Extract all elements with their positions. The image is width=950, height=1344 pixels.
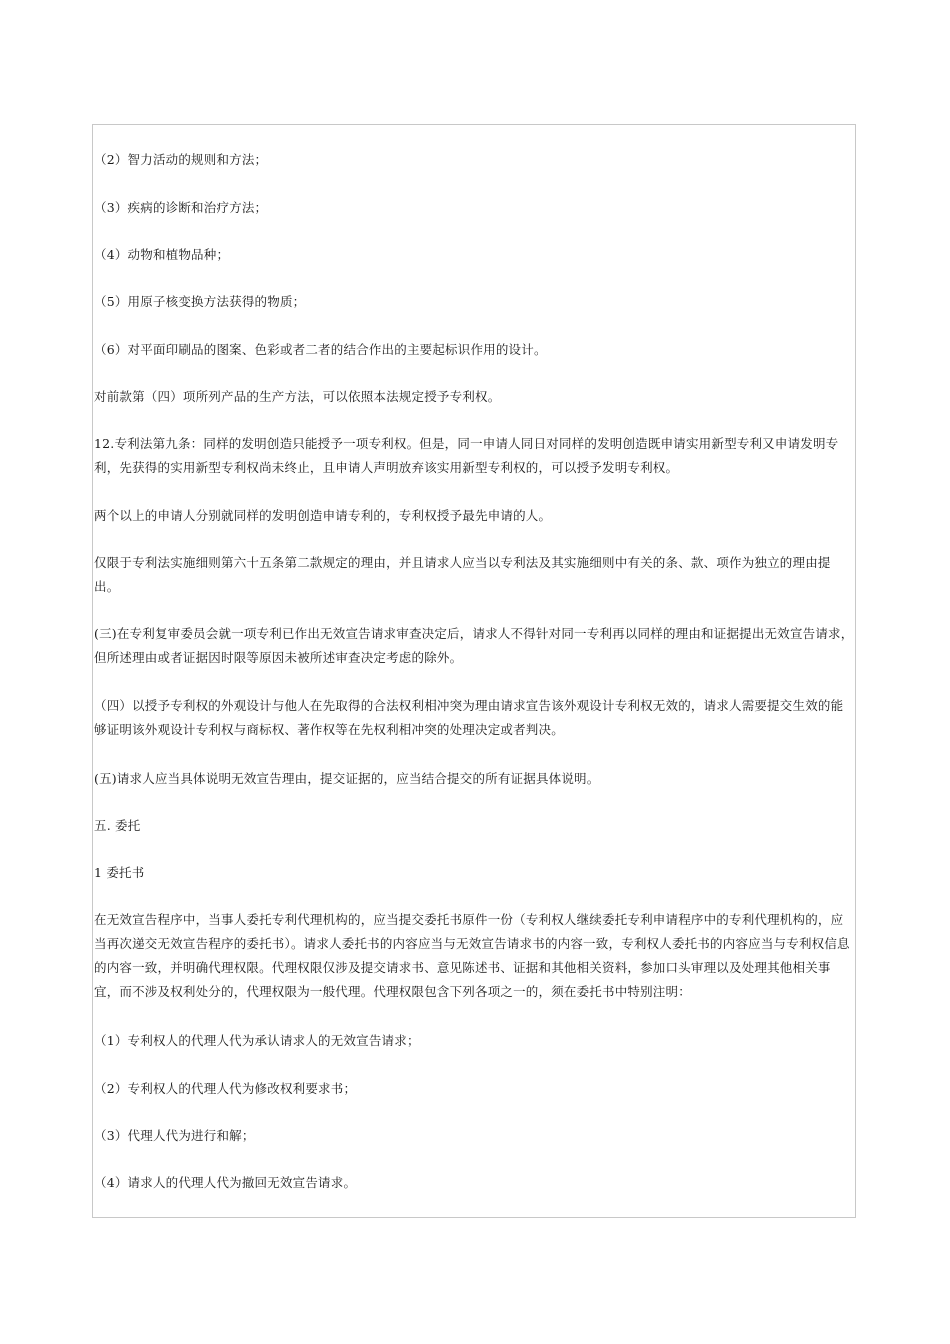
paragraph-first-applicant: 两个以上的申请人分别就同样的发明创造申请专利的，专利权授予最先申请的人。 <box>94 508 552 523</box>
list-item-2: （2）智力活动的规则和方法； <box>94 152 268 167</box>
list-item-authority-1: （1）专利权人的代理人代为承认请求人的无效宣告请求； <box>94 1033 420 1048</box>
paragraph-article-9: 12.专利法第九条：同样的发明创造只能授予一项专利权。但是，同一申请人同日对同样的发明创造既申请实用新型专利又申请发明专利，先获得的实用新型专利权尚未终止，且申请人声明放弃该实用新型专利权的，可以授予发明专利权。 <box>94 436 839 475</box>
paragraph-item-five: (五)请求人应当具体说明无效宣告理由，提交证据的，应当结合提交的所有证据具体说明。 <box>94 771 600 786</box>
section-heading-entrustment: 五. 委托 <box>94 818 141 833</box>
list-item-authority-3: （3）代理人代为进行和解； <box>94 1128 255 1143</box>
list-item-3: （3）疾病的诊断和治疗方法； <box>94 200 268 215</box>
content-border-frame <box>92 124 856 1218</box>
paragraph-power-of-attorney: 在无效宣告程序中，当事人委托专利代理机构的，应当提交委托书原件一份（专利权人继续委托专利申请程序中的专利代理机构的，应当再次递交无效宣告程序的委托书）。请求人委托书的内容应当与无效宣告请求书的内容一致，专利权人委托书的内容应当与专利权信息的内容一致，并明确代理权限。代理权限仅涉及提交请求书、意见陈述书、证据和其他相关资料，参加口头审理以及处理其他相关事宜，而不涉及权利处分的，代理权限为一般代理。代理权限包含下列各项之一的，须在委托书中特别注明： <box>94 912 850 999</box>
paragraph-production-method: 对前款第（四）项所列产品的生产方法，可以依照本法规定授予专利权。 <box>94 389 501 404</box>
list-item-authority-4: （4）请求人的代理人代为撤回无效宣告请求。 <box>94 1175 357 1190</box>
list-item-authority-2: （2）专利权人的代理人代为修改权利要求书； <box>94 1081 357 1096</box>
list-item-4: （4）动物和植物品种； <box>94 247 230 262</box>
list-item-6: （6）对平面印刷品的图案、色彩或者二者的结合作出的主要起标识作用的设计。 <box>94 342 547 357</box>
paragraph-item-three: (三)在专利复审委员会就一项专利已作出无效宣告请求审查决定后，请求人不得针对同一专利再以同样的理由和证据提出无效宣告请求，但所述理由或者证据因时限等原因未被所述审查决定考虑的除外。 <box>94 626 854 665</box>
list-item-5: （5）用原子核变换方法获得的物质； <box>94 294 306 309</box>
subsection-heading-power-of-attorney: 1 委托书 <box>94 865 145 880</box>
paragraph-item-four: （四）以授予专利权的外观设计与他人在先取得的合法权利相冲突为理由请求宣告该外观设计专利权无效的，请求人需要提交生效的能够证明该外观设计专利权与商标权、著作权等在先权利相冲突的处理决定或者判决。 <box>94 698 844 737</box>
paragraph-grounds-limit: 仅限于专利法实施细则第六十五条第二款规定的理由，并且请求人应当以专利法及其实施细则中有关的条、款、项作为独立的理由提出。 <box>94 555 831 594</box>
